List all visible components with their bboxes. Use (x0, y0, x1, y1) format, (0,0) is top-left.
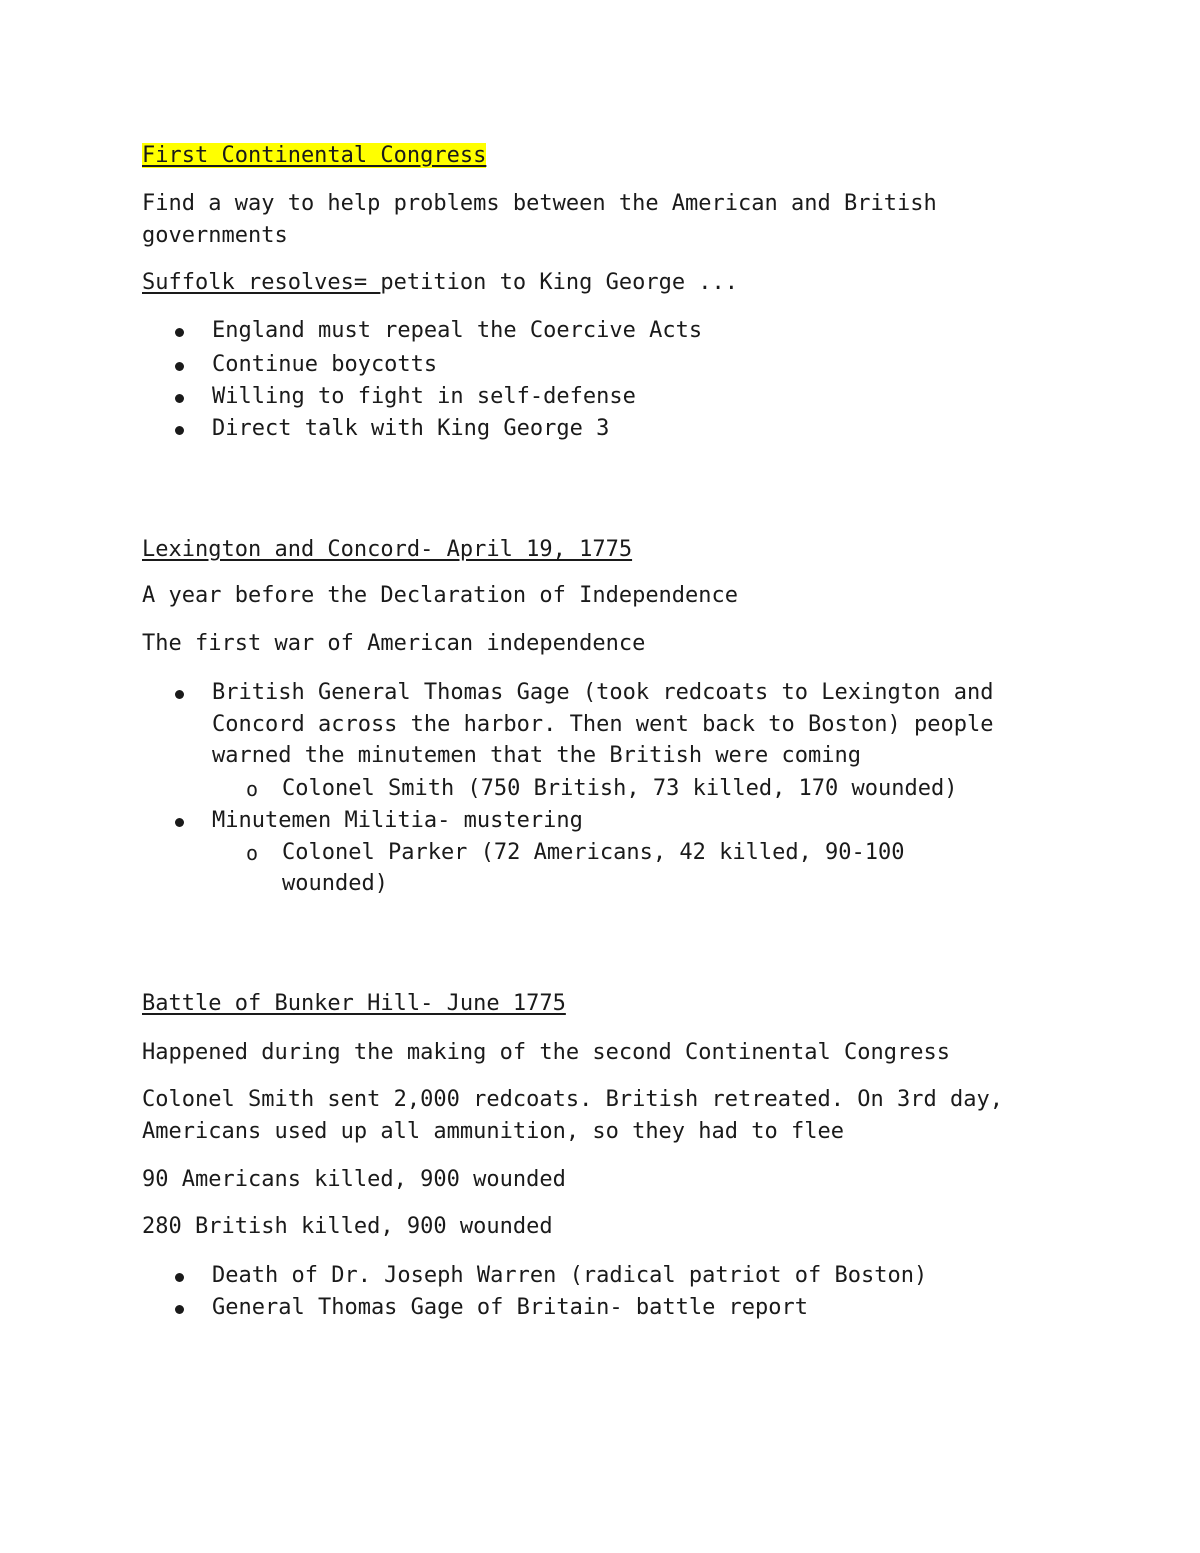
section-heading-bunker-hill: Battle of Bunker Hill- June 1775 (142, 991, 566, 1016)
bullet-icon (175, 426, 184, 435)
highlighted-heading: First Continental Congress (142, 143, 487, 168)
paragraph: 90 Americans killed, 900 wounded (142, 1167, 566, 1192)
bullet-icon (175, 690, 184, 699)
paragraph: A year before the Declaration of Independence (142, 583, 739, 608)
bullet-icon (175, 1305, 184, 1314)
sub-bullet-marker: o (246, 841, 259, 865)
paragraph: The first war of American independence (142, 631, 646, 656)
bullet-icon (175, 394, 184, 403)
paragraph: Americans used up all ammunition, so they had to flee (142, 1119, 844, 1144)
suffolk-text: petition to King George ... (380, 270, 739, 295)
section-heading-first-continental-congress (142, 140, 486, 172)
bullet-icon (175, 818, 184, 827)
bullet-icon (175, 328, 184, 337)
paragraph: Happened during the making of the second Continental Congress (142, 1040, 950, 1065)
paragraph: Find a way to help problems between the American and British (142, 191, 937, 216)
suffolk-line (142, 267, 738, 299)
bullet-icon (175, 1273, 184, 1282)
bullet-icon (175, 362, 184, 371)
document-page: First Continental Congress Find a way to help problems between the American and British governments Suffolk resolves= petition to King George ... England must repeal the Coercive Acts Continue boycotts Willing to fight in self-defense Direct talk with King George 3 Lexington and Concord- April 19, 1775 A year before the Declaration of Independence The first war of American independence British General Thomas Gage (took redcoats to Lexington and Concord across the harbor. Then went back to Boston) people warned the minutemen that the British were coming o Colonel Smith (750 British, 73 killed, 170 wounded) Minutemen Militia- mustering o Colonel Parker (72 Americans, 42 killed, 90-100 wounded) Battle of Bunker Hill- June 1775 Happened during the making of the second Continental Congress Colonel Smith sent 2,000 redcoats. British retreated. On 3rd day, Americans used up all ammunition, so they had to flee 90 Americans killed, 900 wounded 280 British killed, 900 wounded Death of Dr. Joseph Warren (radical patriot of Boston) General Thomas Gage of Britain- battle report (0, 0, 1200, 1553)
sub-bullet-marker: o (246, 777, 259, 801)
paragraph: governments (142, 223, 288, 248)
paragraph: Colonel Smith sent 2,000 redcoats. British retreated. On 3rd day, (142, 1087, 1003, 1112)
section-heading-lexington-concord: Lexington and Concord- April 19, 1775 (142, 537, 633, 562)
paragraph: 280 British killed, 900 wounded (142, 1214, 553, 1239)
suffolk-label: Suffolk resolves= (142, 270, 381, 295)
